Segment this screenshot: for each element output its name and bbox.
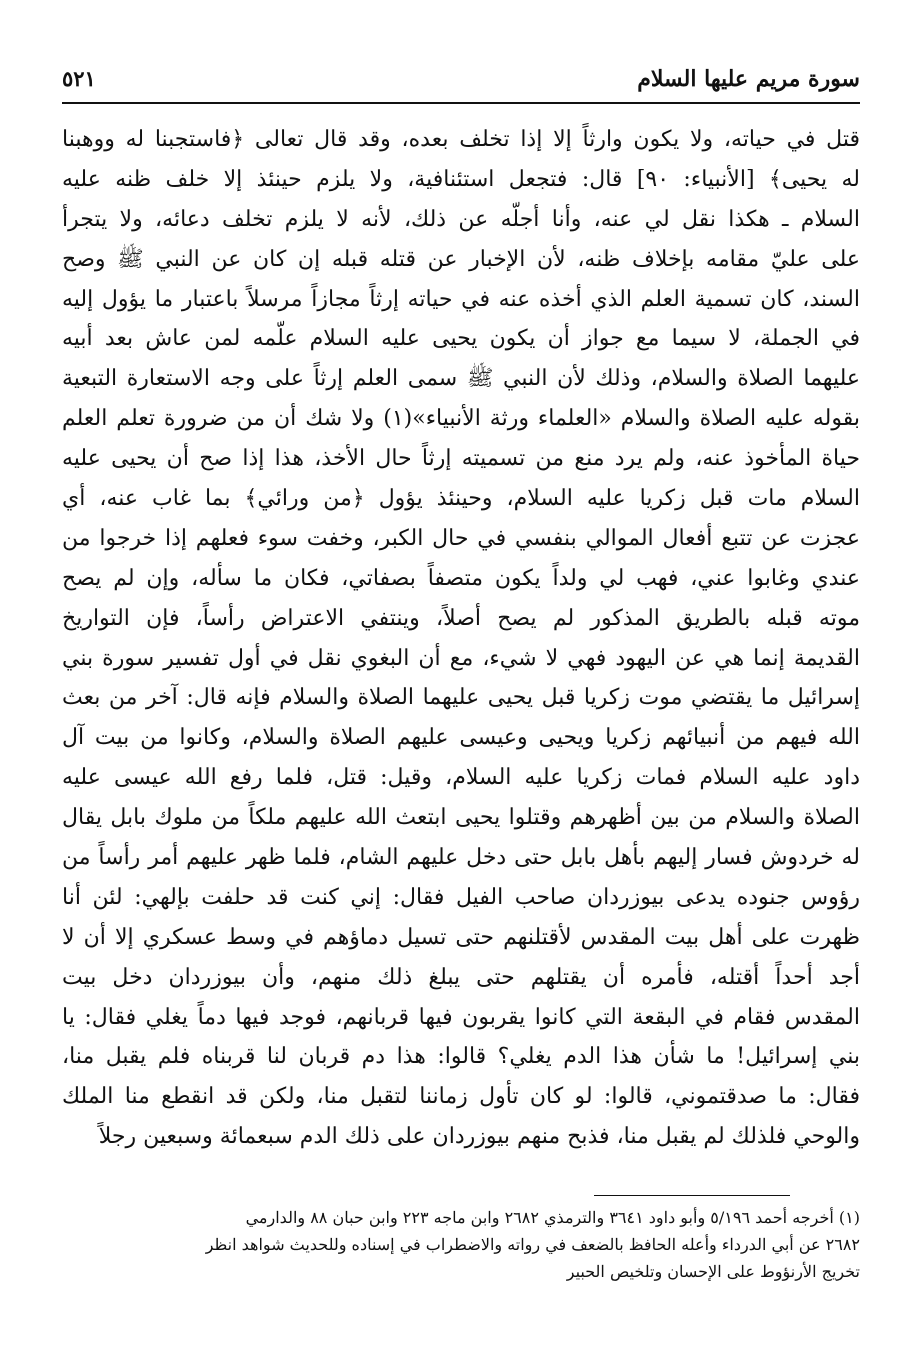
text-line: داود عليه السلام فمات زكريا عليه السلام، وقيل: قتل، فلما رفع الله عيسى عليه <box>62 765 860 791</box>
text-line: قتل في حياته، ولا يكون وارثاً إلا إذا تخلف بعده، وقد قال تعالى ﴿فاستجبنا له ووهبنا <box>62 127 860 152</box>
page-number: ٥٢١ <box>62 66 96 91</box>
text-line: موته قبله بالطريق المذكور لم يصح أصلاً، وينتفي الاعتراض رأساً، فإن التواريخ <box>62 605 860 631</box>
main-text <box>62 120 860 1157</box>
footnote-line: (١) أخرجه أحمد ٥/١٩٦ وأبو داود ٣٦٤١ والترمذي ٢٦٨٢ وابن ماجه ٢٢٣ وابن حبان ٨٨ والدارمي <box>245 1208 860 1227</box>
text-line: السلام مات قبل زكريا عليه السلام، وحينئذ يؤول ﴿من ورائي﴾ بما غاب عنه، أي <box>62 486 860 512</box>
footnote-separator <box>594 1195 790 1196</box>
text-line: بقوله عليه الصلاة والسلام «العلماء ورثة الأنبياء»(١) ولا شك أن من ضرورة تعلم العلم <box>62 406 860 432</box>
page-header <box>62 66 860 104</box>
text-line: عليهما الصلاة والسلام، وذلك لأن النبي ﷺ سمى العلم إرثاً على وجه الاستعارة التبعية <box>62 366 860 392</box>
text-line: والوحي فلذلك لم يقبل منا، فذبح منهم بيوزردان على ذلك الدم سبعمائة وسبعين رجلاً <box>98 1124 860 1150</box>
text-line: له يحيى﴾ [الأنبياء: ٩٠] قال: فتجعل استئنافية، ولا يلزم حينئذ إلا خلف ظنه عليه <box>62 166 860 192</box>
text-line: أجد أحداً أقتله، فأمره أن يقتلهم حتى يبلغ ذلك منهم، وأن بيوزردان دخل بيت <box>62 964 860 990</box>
text-line: بني إسرائيل! ما شأن هذا الدم يغلي؟ قالوا: هذا دم قربان لنا قربناه فلم يقبل منا، <box>62 1044 860 1070</box>
text-line: الصلاة والسلام من بين أظهرهم وقتلوا يحيى ابتعث الله عليهم ملكاً من ملوك بابل يقال <box>62 805 860 831</box>
text-line: عجزت عن تتبع أفعال الموالي بنفسي في حال الكبر، وخفت سوء فعلهم إذا خرجوا من <box>62 525 860 551</box>
text-line: إسرائيل ما يقتضي موت زكريا قبل يحيى عليهما الصلاة والسلام فإنه قال: آخر من بعث <box>62 685 860 711</box>
footnotes <box>62 1204 860 1285</box>
text-line: المقدس فقام في البقعة التي كانوا يقربون فيها قربانهم، فوجد فيها دماً يغلي فقال: يا <box>62 1004 860 1030</box>
text-line: في الجملة، لا سيما مع جواز أن يكون يحيى عليه السلام علّمه لمن عاش بعد أبيه <box>62 326 860 352</box>
text-line: القديمة إنما هي عن اليهود فهي لا شيء، مع أن البغوي نقل في أول تفسير سورة بني <box>62 645 860 671</box>
footnote-line: ٢٦٨٢ عن أبي الدرداء وأعله الحافظ بالضعف في رواته والاضطراب في إسناده وللحديث شواهد انظر <box>205 1235 860 1254</box>
text-line: السلام ـ هكذا نقل لي عنه، وأنا أجلّه عن ذلك، لأنه لا يلزم تخلف دعائه، ولا يتجرأ <box>62 206 860 232</box>
text-line: السند، كان تسمية العلم الذي أخذه عنه في حياته إرثاً مجازاً مرسلاً باعتبار ما يؤول إليه <box>62 286 860 312</box>
text-line: فقال: ما صدقتموني، قالوا: لو كان تأول زماننا لتقبل منا، ولكن قد انقطع منا الملك <box>62 1084 860 1110</box>
text-line: ظهرت على أهل بيت المقدس لأقتلنهم حتى تسيل دماؤهم في وسط عسكري إلا أن لا <box>62 924 860 950</box>
text-line: حياة المأخوذ عنه، ولم يرد منع من تسميته إرثاً حال الأخذ، هذا إذا صح أن يحيى عليه <box>62 446 860 472</box>
text-line: عندي وغابوا عني، فهب لي ولداً يكون متصفاً بصفاتي، فكان ما سأله، وإن لم يصح <box>62 565 860 591</box>
text-line: رؤوس جنوده يدعى بيوزردان صاحب الفيل فقال: إني كنت قد حلفت بإلهي: لئن أنا <box>62 884 860 910</box>
footnote-line: تخريج الأرنؤوط على الإحسان وتلخيص الحبير <box>566 1262 860 1281</box>
running-title: سورة مريم عليها السلام <box>637 66 860 92</box>
text-line: له خردوش فسار إليهم بأهل بابل حتى دخل عليهم الشام، فلما ظهر عليهم أمر رأساً من <box>62 845 860 871</box>
text-line: الله فيهم من أنبيائهم زكريا ويحيى وعيسى عليهم الصلاة والسلام، وكانوا من بيت آل <box>62 725 860 751</box>
text-line: على عليّ مقامه بإخلاف ظنه، لأن الإخبار عن قتله قبله إن كان عن النبي ﷺ وصح <box>62 246 860 272</box>
